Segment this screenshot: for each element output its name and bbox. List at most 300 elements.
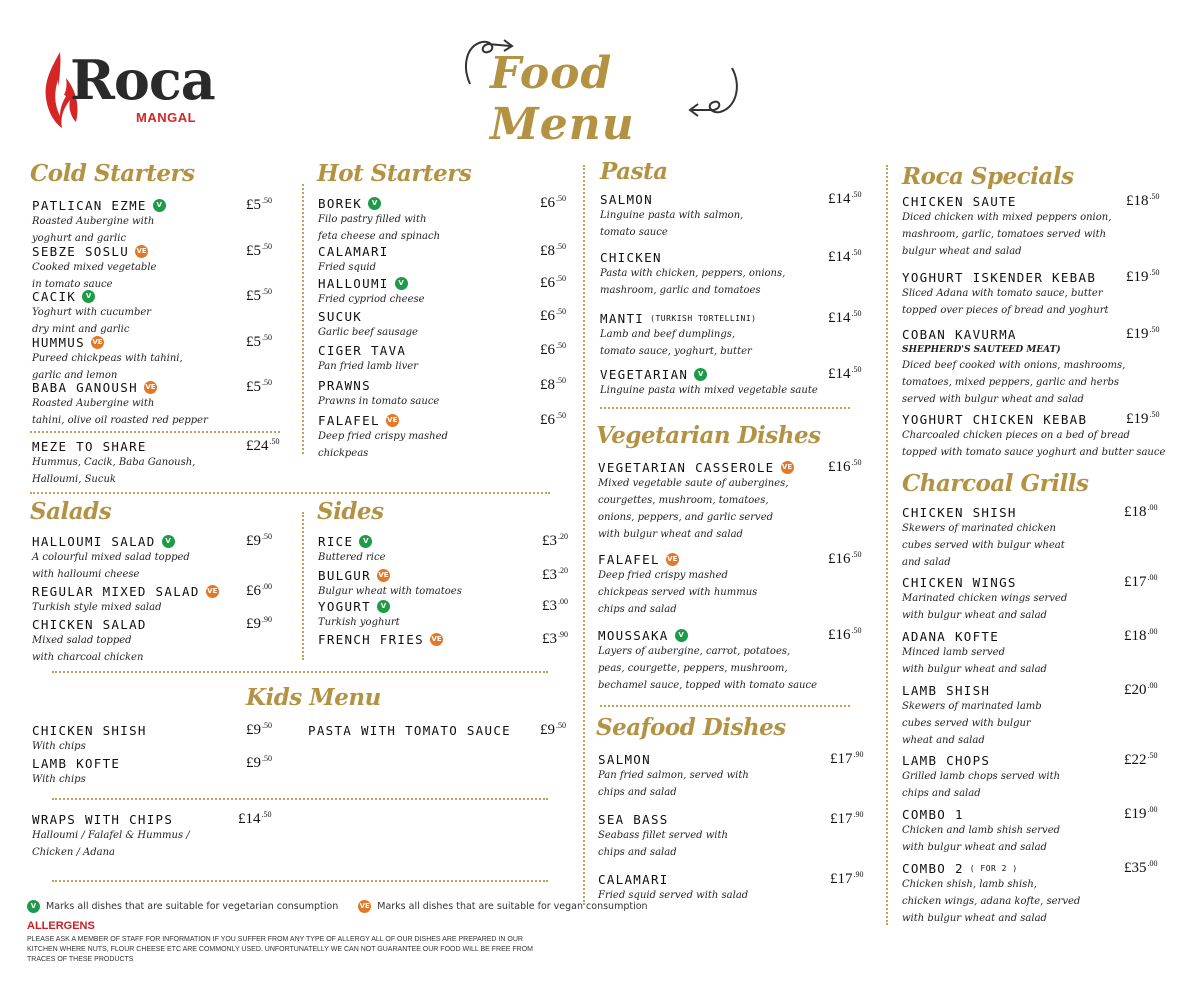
menu-item-pasta-with-tomato-sauce: [308, 723, 511, 738]
item-price: $£14^{.50}$: [828, 248, 862, 265]
vegetarian-icon: V: [368, 197, 381, 210]
item-description: garlic and lemon: [32, 370, 118, 381]
item-description: with bulgur wheat and salad: [598, 529, 743, 540]
menu-item-adana-kofte: [902, 629, 1047, 678]
vegan-icon: VE: [206, 585, 219, 598]
menu-item-sebze-soslu: [32, 244, 156, 293]
section-title-cold-starters: Cold Starters: [30, 160, 195, 187]
item-name: [32, 244, 156, 259]
item-description: Skewers of marinated lamb: [902, 701, 1042, 712]
section-title-hot-starters: Hot Starters: [317, 160, 472, 187]
item-description: topped with tomato sauce yoghurt and butter sauce: [902, 447, 1166, 458]
item-name: [598, 872, 748, 887]
item-name-text: SEA BASS: [598, 812, 669, 827]
curl-arrow-right-icon: [684, 64, 744, 120]
item-description: Linguine pasta with salmon,: [600, 210, 744, 221]
menu-item-prawns: [318, 378, 439, 410]
item-price: $£14^{.50}$: [828, 309, 862, 326]
item-price: $£3^{.20}$: [542, 566, 568, 583]
section-title-pasta: Pasta: [600, 158, 668, 185]
item-price: $£3^{.90}$: [542, 630, 568, 647]
item-price: $£16^{.50}$: [828, 626, 862, 643]
section-title-seafood-dishes: Seafood Dishes: [596, 714, 786, 741]
item-name-text: SEBZE SOSLU: [32, 244, 130, 259]
vegetarian-icon: V: [395, 277, 408, 290]
item-description: Deep fried crispy mashed: [598, 570, 728, 581]
item-description: Cooked mixed vegetable: [32, 262, 157, 273]
item-description: Minced lamb served: [902, 647, 1005, 658]
menu-item-rice: [318, 534, 386, 566]
item-name: [902, 505, 1065, 520]
item-name-text: LAMB SHISH: [902, 683, 991, 698]
item-description: tomatoes, mixed peppers, garlic and herbs: [902, 377, 1120, 388]
item-price: $£8^{.50}$: [540, 242, 566, 259]
item-name: [600, 367, 818, 382]
separator: [52, 671, 548, 673]
menu-item-sucuk: [318, 309, 418, 341]
item-name: [600, 192, 743, 207]
vegan-icon: VE: [135, 245, 148, 258]
item-name: [318, 276, 425, 291]
item-description: cubes served with bulgur wheat: [902, 540, 1065, 551]
menu-item-ciger-tava: [318, 343, 418, 375]
menu-item-combo-2: [902, 861, 1080, 927]
item-price: $£14^{.50}$: [828, 190, 862, 207]
item-description: Mixed vegetable saute of aubergines,: [598, 478, 789, 489]
item-description: with halloumi cheese: [32, 569, 140, 580]
menu-item-lamb-chops: [902, 753, 1060, 802]
item-description: with bulgur wheat and salad: [902, 913, 1047, 924]
item-name-text: MANTI: [600, 311, 645, 326]
menu-item-regular-mixed-salad: [32, 584, 219, 616]
item-price: $£24^{.50}$: [246, 437, 280, 454]
menu-item-lamb-shish: [902, 683, 1042, 749]
vegetarian-icon: V: [162, 535, 175, 548]
dietary-legend: [27, 900, 648, 913]
separator: [583, 165, 585, 905]
item-description: Garlic beef sausage: [318, 327, 418, 338]
menu-item-manti: [600, 311, 756, 360]
section-title-kids-menu: Kids Menu: [246, 684, 381, 711]
separator: [886, 165, 888, 925]
item-price: $£19^{.50}$: [1126, 410, 1160, 427]
item-description: Turkish yoghurt: [318, 617, 400, 628]
item-description: With chips: [32, 774, 86, 785]
item-name-text: HUMMUS: [32, 335, 85, 350]
item-price: $£3^{.00}$: [542, 597, 568, 614]
item-name-text: CHICKEN: [600, 250, 662, 265]
item-description: Prawns in tomato sauce: [318, 396, 440, 407]
item-description: Chicken shish, lamb shish,: [902, 879, 1037, 890]
item-price: $£18^{.50}$: [1126, 192, 1160, 209]
item-description: tomato sauce: [600, 227, 668, 238]
item-description: Hummus, Cacik, Baba Ganoush,: [32, 457, 196, 468]
item-description: wheat and salad: [902, 735, 985, 746]
item-name-text: CHICKEN SALAD: [32, 617, 147, 632]
item-price: $£9^{.50}$: [246, 532, 272, 549]
item-price: $£14^{.50}$: [828, 365, 862, 382]
menu-item-salmon: [598, 752, 749, 801]
item-price: $£17^{.90}$: [830, 810, 864, 827]
item-price: $£9^{.50}$: [246, 754, 272, 771]
item-name-text: CHICKEN SAUTE: [902, 194, 1017, 209]
separator: [30, 431, 280, 433]
item-description: onions, peppers, and garlic served: [598, 512, 774, 523]
item-description: Pan fried lamb liver: [318, 361, 419, 372]
allergens-text: PLEASE ASK A MEMBER OF STAFF FOR INFORMATION IF YOU SUFFER FROM ANY TYPE OF ALLERGY ALL OF OUR DISHES ARE PREPARED IN OUR KITCHEN WHERE NUTS, FLOUR CHEESE ETC ARE COMMONLY USED. UNFORTUNATELLY WE CAN NOT GUARANTEE OUR FOOD WILL BE FREE FROM TRACES OF THESE PRODUCTS: [27, 936, 534, 963]
item-name: [902, 683, 1042, 698]
legend-vegetarian-text: Marks all dishes that are suitable for vegetarian consumption: [46, 901, 339, 912]
item-description: mashroom, garlic and tomatoes: [600, 285, 761, 296]
item-name: [902, 270, 1109, 285]
menu-item-bulgur: [318, 568, 462, 600]
item-description: with bulgur wheat and salad: [902, 610, 1047, 621]
item-name-text: YOGURT: [318, 599, 371, 614]
item-name: [32, 198, 166, 213]
menu-item-halloumi: [318, 276, 425, 308]
vegan-icon: VE: [666, 553, 679, 566]
item-price: $£19^{.50}$: [1126, 268, 1160, 285]
item-name-text: CHICKEN SHISH: [902, 505, 1017, 520]
logo-word: Roca: [70, 48, 215, 112]
menu-item-chicken-shish: [902, 505, 1065, 571]
item-name-text: COMBO 1: [902, 807, 964, 822]
item-name-text: PASTA WITH TOMATO SAUCE: [308, 723, 511, 738]
item-name: [318, 599, 400, 614]
item-name-text: REGULAR MIXED SALAD: [32, 584, 200, 599]
item-price: $£16^{.50}$: [828, 458, 862, 475]
item-description: Pan fried salmon, served with: [598, 770, 749, 781]
vegetarian-icon: V: [694, 368, 707, 381]
separator: [302, 512, 304, 660]
item-price: $£6^{.50}$: [540, 341, 566, 358]
item-description: Chicken and lamb shish served: [902, 825, 1061, 836]
menu-item-chicken-saute: [902, 194, 1111, 260]
item-description: Buttered rice: [318, 552, 386, 563]
item-description: with bulgur wheat and salad: [902, 664, 1047, 675]
item-name-text: CALAMARI: [318, 244, 389, 259]
item-description: dry mint and garlic: [32, 324, 130, 335]
item-name-text: BOREK: [318, 196, 363, 211]
item-price: $£5^{.50}$: [246, 287, 272, 304]
item-name-text: YOGHURT CHICKEN KEBAB: [902, 412, 1088, 427]
item-description: Seabass fillet served with: [598, 830, 728, 841]
item-description: bechamel sauce, topped with tomato sauce: [598, 680, 817, 691]
item-description: yoghurt and garlic: [32, 233, 127, 244]
item-name: [318, 378, 439, 393]
item-price: $£18^{.00}$: [1124, 503, 1158, 520]
item-name: [32, 617, 147, 632]
item-description: Grilled lamb chops served with: [902, 771, 1061, 782]
item-description: chickpeas: [318, 448, 369, 459]
item-name: [902, 861, 1080, 876]
item-name: [32, 335, 183, 350]
item-description: tomato sauce, yoghurt, butter: [600, 346, 752, 357]
menu-item-vegetarian-casserole: [598, 460, 794, 543]
item-description: cubes served with bulgur: [902, 718, 1031, 729]
item-name-text: HALLOUMI SALAD: [32, 534, 156, 549]
item-description: Linguine pasta with mixed vegetable saute: [600, 385, 818, 396]
item-name: [318, 343, 418, 358]
vegan-icon: VE: [377, 569, 390, 582]
item-price: $£9^{.90}$: [246, 615, 272, 632]
menu-item-moussaka: [598, 628, 817, 694]
item-price: $£16^{.50}$: [828, 550, 862, 567]
item-name-text: CHICKEN WINGS: [902, 575, 1017, 590]
item-name-text: SUCUK: [318, 309, 363, 324]
item-description: Pasta with chicken, peppers, onions,: [600, 268, 786, 279]
vegan-icon: VE: [386, 414, 399, 427]
menu-item-coban-kavurma: [902, 327, 1125, 408]
menu-item-salmon: [600, 192, 743, 241]
item-price: $£17^{.90}$: [830, 750, 864, 767]
item-name: [902, 807, 1060, 822]
menu-item-sea-bass: [598, 812, 728, 861]
item-price: $£9^{.50}$: [540, 721, 566, 738]
item-name: [32, 723, 147, 738]
item-name-text: WRAPS WITH CHIPS: [32, 812, 174, 827]
item-description: feta cheese and spinach: [318, 231, 441, 242]
item-name-text: BULGUR: [318, 568, 371, 583]
item-description: chips and salad: [902, 788, 981, 799]
item-name-text: LAMB CHOPS: [902, 753, 991, 768]
item-description: Roasted Aubergine with: [32, 398, 155, 409]
separator: [302, 184, 304, 454]
menu-item-cacik: [32, 289, 151, 338]
item-description: With chips: [32, 741, 86, 752]
item-name: [600, 311, 756, 326]
item-description: Fried cypriod cheese: [318, 294, 425, 305]
item-name-text: PRAWNS: [318, 378, 371, 393]
menu-item-chicken: [600, 250, 785, 299]
vegan-icon: VE: [91, 336, 104, 349]
separator: [600, 705, 850, 707]
item-name: [318, 632, 443, 647]
item-name: [902, 327, 1125, 342]
menu-item-calamari: [318, 244, 389, 276]
item-price: $£3^{.20}$: [542, 532, 568, 549]
item-name-text: MOUSSAKA: [598, 628, 669, 643]
item-name-text: ADANA KOFTE: [902, 629, 1000, 644]
vegetarian-icon: V: [82, 290, 95, 303]
page-title: Food Menu: [490, 48, 635, 150]
item-name-text: HALLOUMI: [318, 276, 389, 291]
vegetarian-icon: V: [27, 900, 40, 913]
item-name: [32, 812, 190, 827]
item-price: $£5^{.50}$: [246, 378, 272, 395]
menu-item-chicken-wings: [902, 575, 1067, 624]
menu-item-lamb-kofte: [32, 756, 120, 788]
item-price: $£6^{.50}$: [540, 307, 566, 324]
item-description: tahini, olive oil roasted red pepper: [32, 415, 208, 426]
item-description: mashroom, garlic, tomatoes served with: [902, 229, 1107, 240]
item-name: [32, 534, 190, 549]
item-price: $£17^{.90}$: [830, 870, 864, 887]
item-description: chips and salad: [598, 787, 677, 798]
item-description: peas, courgette, peppers, mushroom,: [598, 663, 788, 674]
item-name-text: RICE: [318, 534, 354, 549]
item-description: with charcoal chicken: [32, 652, 144, 663]
vegan-icon: VE: [144, 381, 157, 394]
item-name: [32, 756, 120, 771]
item-price: $£6^{.00}$: [246, 582, 272, 599]
item-name-text: CHICKEN SHISH: [32, 723, 147, 738]
item-name: [902, 194, 1111, 209]
item-description: topped over pieces of bread and yoghurt: [902, 305, 1109, 316]
item-description: A colourful mixed salad topped: [32, 552, 190, 563]
item-name-text: FALAFEL: [598, 552, 660, 567]
menu-item-patlican-ezme: [32, 198, 166, 247]
item-description: Halloumi, Sucuk: [32, 474, 116, 485]
item-note: (TURKISH TORTELLINI): [650, 314, 757, 323]
allergens-title: ALLERGENS: [27, 920, 95, 932]
item-name: [32, 584, 219, 599]
item-name: [32, 289, 151, 304]
item-name-text: CALAMARI: [598, 872, 669, 887]
separator: [600, 407, 850, 409]
item-name-text: PATLICAN EZME: [32, 198, 147, 213]
item-name: [318, 309, 418, 324]
item-price: $£35^{.00}$: [1124, 859, 1158, 876]
item-name-text: MEZE TO SHARE: [32, 439, 147, 454]
item-name: [902, 575, 1067, 590]
menu-item-wraps-with-chips: [32, 812, 190, 861]
vegetarian-icon: V: [675, 629, 688, 642]
item-description: served with bulgur wheat and salad: [902, 394, 1084, 405]
menu-item-french-fries: [318, 632, 443, 647]
menu-item-yogurt: [318, 599, 400, 631]
menu-item-vegetarian: [600, 367, 818, 399]
item-price: $£20^{.00}$: [1124, 681, 1158, 698]
item-name: [318, 568, 462, 583]
menu-item-meze-to-share: [32, 439, 195, 488]
item-description: chickpeas served with hummus: [598, 587, 758, 598]
item-description: Diced beef cooked with onions, mashrooms,: [902, 360, 1126, 371]
item-price: $£6^{.50}$: [540, 194, 566, 211]
item-description: Marinated chicken wings served: [902, 593, 1068, 604]
item-description: Chicken / Adana: [32, 847, 116, 858]
logo-sub: MANGAL: [136, 110, 197, 125]
item-price: $£5^{.50}$: [246, 196, 272, 213]
vegetarian-icon: V: [153, 199, 166, 212]
item-name: [598, 812, 728, 827]
vegetarian-icon: V: [377, 600, 390, 613]
section-title-salads: Salads: [30, 498, 112, 525]
item-description: Lamb and beef dumplings,: [600, 329, 736, 340]
item-description: chips and salad: [598, 604, 677, 615]
item-price: $£19^{.00}$: [1124, 805, 1158, 822]
vegetarian-icon: V: [359, 535, 372, 548]
item-name-text: FRENCH FRIES: [318, 632, 424, 647]
vegan-icon: VE: [781, 461, 794, 474]
menu-item-halloumi-salad: [32, 534, 190, 583]
item-name-text: CIGER TAVA: [318, 343, 407, 358]
item-description: in tomato sauce: [32, 279, 113, 290]
item-name-text: FALAFEL: [318, 413, 380, 428]
menu-item-baba-ganoush: [32, 380, 208, 429]
item-name-text: VEGETARIAN CASSEROLE: [598, 460, 775, 475]
item-name: [308, 723, 511, 738]
item-name: [598, 628, 817, 643]
item-price: $£5^{.50}$: [246, 242, 272, 259]
item-description: with bulgur wheat and salad: [902, 842, 1047, 853]
item-name: [598, 752, 749, 767]
item-description: chips and salad: [598, 847, 677, 858]
item-price: $£14^{.50}$: [238, 810, 272, 827]
item-name: [598, 460, 794, 475]
item-price: $£6^{.50}$: [540, 274, 566, 291]
item-name: [598, 552, 757, 567]
item-description: Roasted Aubergine with: [32, 216, 155, 227]
item-description: Sliced Adana with tomato sauce, butter: [902, 288, 1103, 299]
item-name-text: LAMB KOFTE: [32, 756, 121, 771]
item-name: [902, 753, 1060, 768]
item-name-text: COBAN KAVURMA: [902, 327, 1017, 342]
item-description: Layers of aubergine, carrot, potatoes,: [598, 646, 791, 657]
item-name: [600, 250, 785, 265]
vegan-icon: VE: [430, 633, 443, 646]
item-name: [902, 629, 1047, 644]
item-price: $£19^{.50}$: [1126, 325, 1160, 342]
item-price: $£17^{.00}$: [1124, 573, 1158, 590]
menu-item-hummus: [32, 335, 183, 384]
item-description: Fried squid: [318, 262, 376, 273]
item-name-text: CACIK: [32, 289, 77, 304]
vegan-icon: VE: [358, 900, 371, 913]
legend-vegan-text: Marks all dishes that are suitable for vegan consumption: [377, 901, 648, 912]
item-description: Fried squid served with salad: [598, 890, 749, 901]
separator: [52, 880, 548, 882]
item-name-text: BABA GANOUSH: [32, 380, 138, 395]
item-name-text: VEGETARIAN: [600, 367, 689, 382]
item-description: Mixed salad topped: [32, 635, 132, 646]
menu-item-chicken-shish: [32, 723, 147, 755]
item-name: [318, 534, 386, 549]
item-name: [318, 244, 389, 259]
menu-item-combo-1: [902, 807, 1060, 856]
item-name-text: SALMON: [600, 192, 653, 207]
item-price: $£9^{.50}$: [246, 721, 272, 738]
item-name-text: COMBO 2: [902, 861, 964, 876]
item-description: Deep fried crispy mashed: [318, 431, 448, 442]
item-price: $£18^{.00}$: [1124, 627, 1158, 644]
item-name: [318, 196, 440, 211]
menu-item-falafel: [318, 413, 448, 462]
item-name-text: YOGHURT ISKENDER KEBAB: [902, 270, 1097, 285]
item-name: [32, 380, 208, 395]
item-name: [318, 413, 448, 428]
item-price: $£5^{.50}$: [246, 333, 272, 350]
section-title-vegetarian-dishes: Vegetarian Dishes: [596, 422, 821, 449]
item-name-text: SALMON: [598, 752, 651, 767]
item-description: Bulgur wheat with tomatoes: [318, 586, 462, 597]
separator: [30, 492, 550, 494]
section-title-sides: Sides: [317, 498, 384, 525]
menu-item-falafel: [598, 552, 757, 618]
item-description: Filo pastry filled with: [318, 214, 427, 225]
logo: [40, 30, 215, 130]
item-description: Halloumi / Falafel & Hummus /: [32, 830, 190, 841]
menu-item-chicken-salad: [32, 617, 147, 666]
section-title-roca-specials: Roca Specials: [902, 163, 1074, 190]
item-price: $£8^{.50}$: [540, 376, 566, 393]
section-title-charcoal-grills: Charcoal Grills: [902, 470, 1089, 497]
item-price: $£6^{.50}$: [540, 411, 566, 428]
item-price: $£22^{.50}$: [1124, 751, 1158, 768]
item-description: Skewers of marinated chicken: [902, 523, 1056, 534]
item-description: Yoghurt with cucumber: [32, 307, 152, 318]
item-name: [32, 439, 195, 454]
